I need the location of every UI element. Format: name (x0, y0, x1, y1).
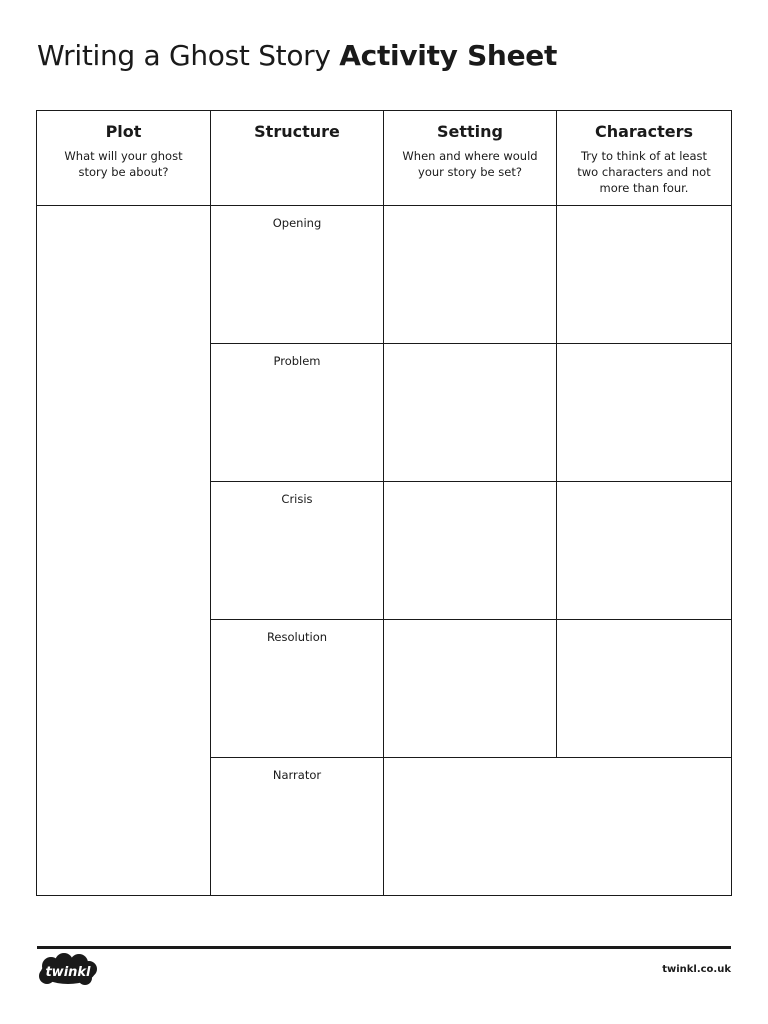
characters-answer-cell[interactable] (557, 482, 732, 620)
setting-answer-cell[interactable] (384, 206, 557, 344)
structure-cell-opening (211, 206, 384, 344)
structure-label: Problem (273, 354, 321, 368)
column-heading: Plot (105, 122, 142, 141)
setting-answer-cell[interactable] (384, 344, 557, 482)
column-heading: Characters (594, 122, 693, 141)
title-bold: Activity Sheet (339, 39, 558, 72)
column-subtext: Try to think of at least two characters and not more than four. (577, 149, 711, 195)
structure-cell-problem (211, 344, 384, 482)
setting-answer-cell[interactable] (384, 620, 557, 758)
narrator-answer-cell[interactable] (384, 758, 732, 896)
column-heading: Setting (437, 122, 503, 141)
structure-label: Crisis (281, 492, 313, 506)
header-structure (211, 111, 384, 206)
column-subtext: When and where would your story be set? (402, 149, 538, 179)
structure-cell-resolution (211, 620, 384, 758)
header-plot (37, 111, 211, 206)
twinkl-logo (37, 953, 99, 987)
plot-answer-cell[interactable] (37, 206, 211, 896)
table-row (37, 206, 732, 344)
logo-text: twinkl (45, 965, 91, 980)
characters-answer-cell[interactable] (557, 206, 732, 344)
column-subtext: What will your ghost story be about? (64, 149, 183, 179)
structure-label: Narrator (272, 768, 322, 782)
structure-label: Resolution (266, 630, 328, 644)
footer-divider (37, 946, 731, 949)
structure-label: Opening (272, 216, 322, 230)
page-title (37, 38, 557, 74)
header-characters (557, 111, 732, 206)
setting-answer-cell[interactable] (384, 482, 557, 620)
characters-answer-cell[interactable] (557, 620, 732, 758)
structure-cell-crisis (211, 482, 384, 620)
site-url: twinkl.co.uk (662, 964, 731, 975)
structure-cell-narrator (211, 758, 384, 896)
characters-answer-cell[interactable] (557, 344, 732, 482)
activity-table (36, 110, 732, 896)
title-regular: Writing a Ghost Story (37, 39, 331, 72)
header-row (37, 111, 732, 206)
header-setting (384, 111, 557, 206)
column-heading: Structure (254, 122, 340, 141)
